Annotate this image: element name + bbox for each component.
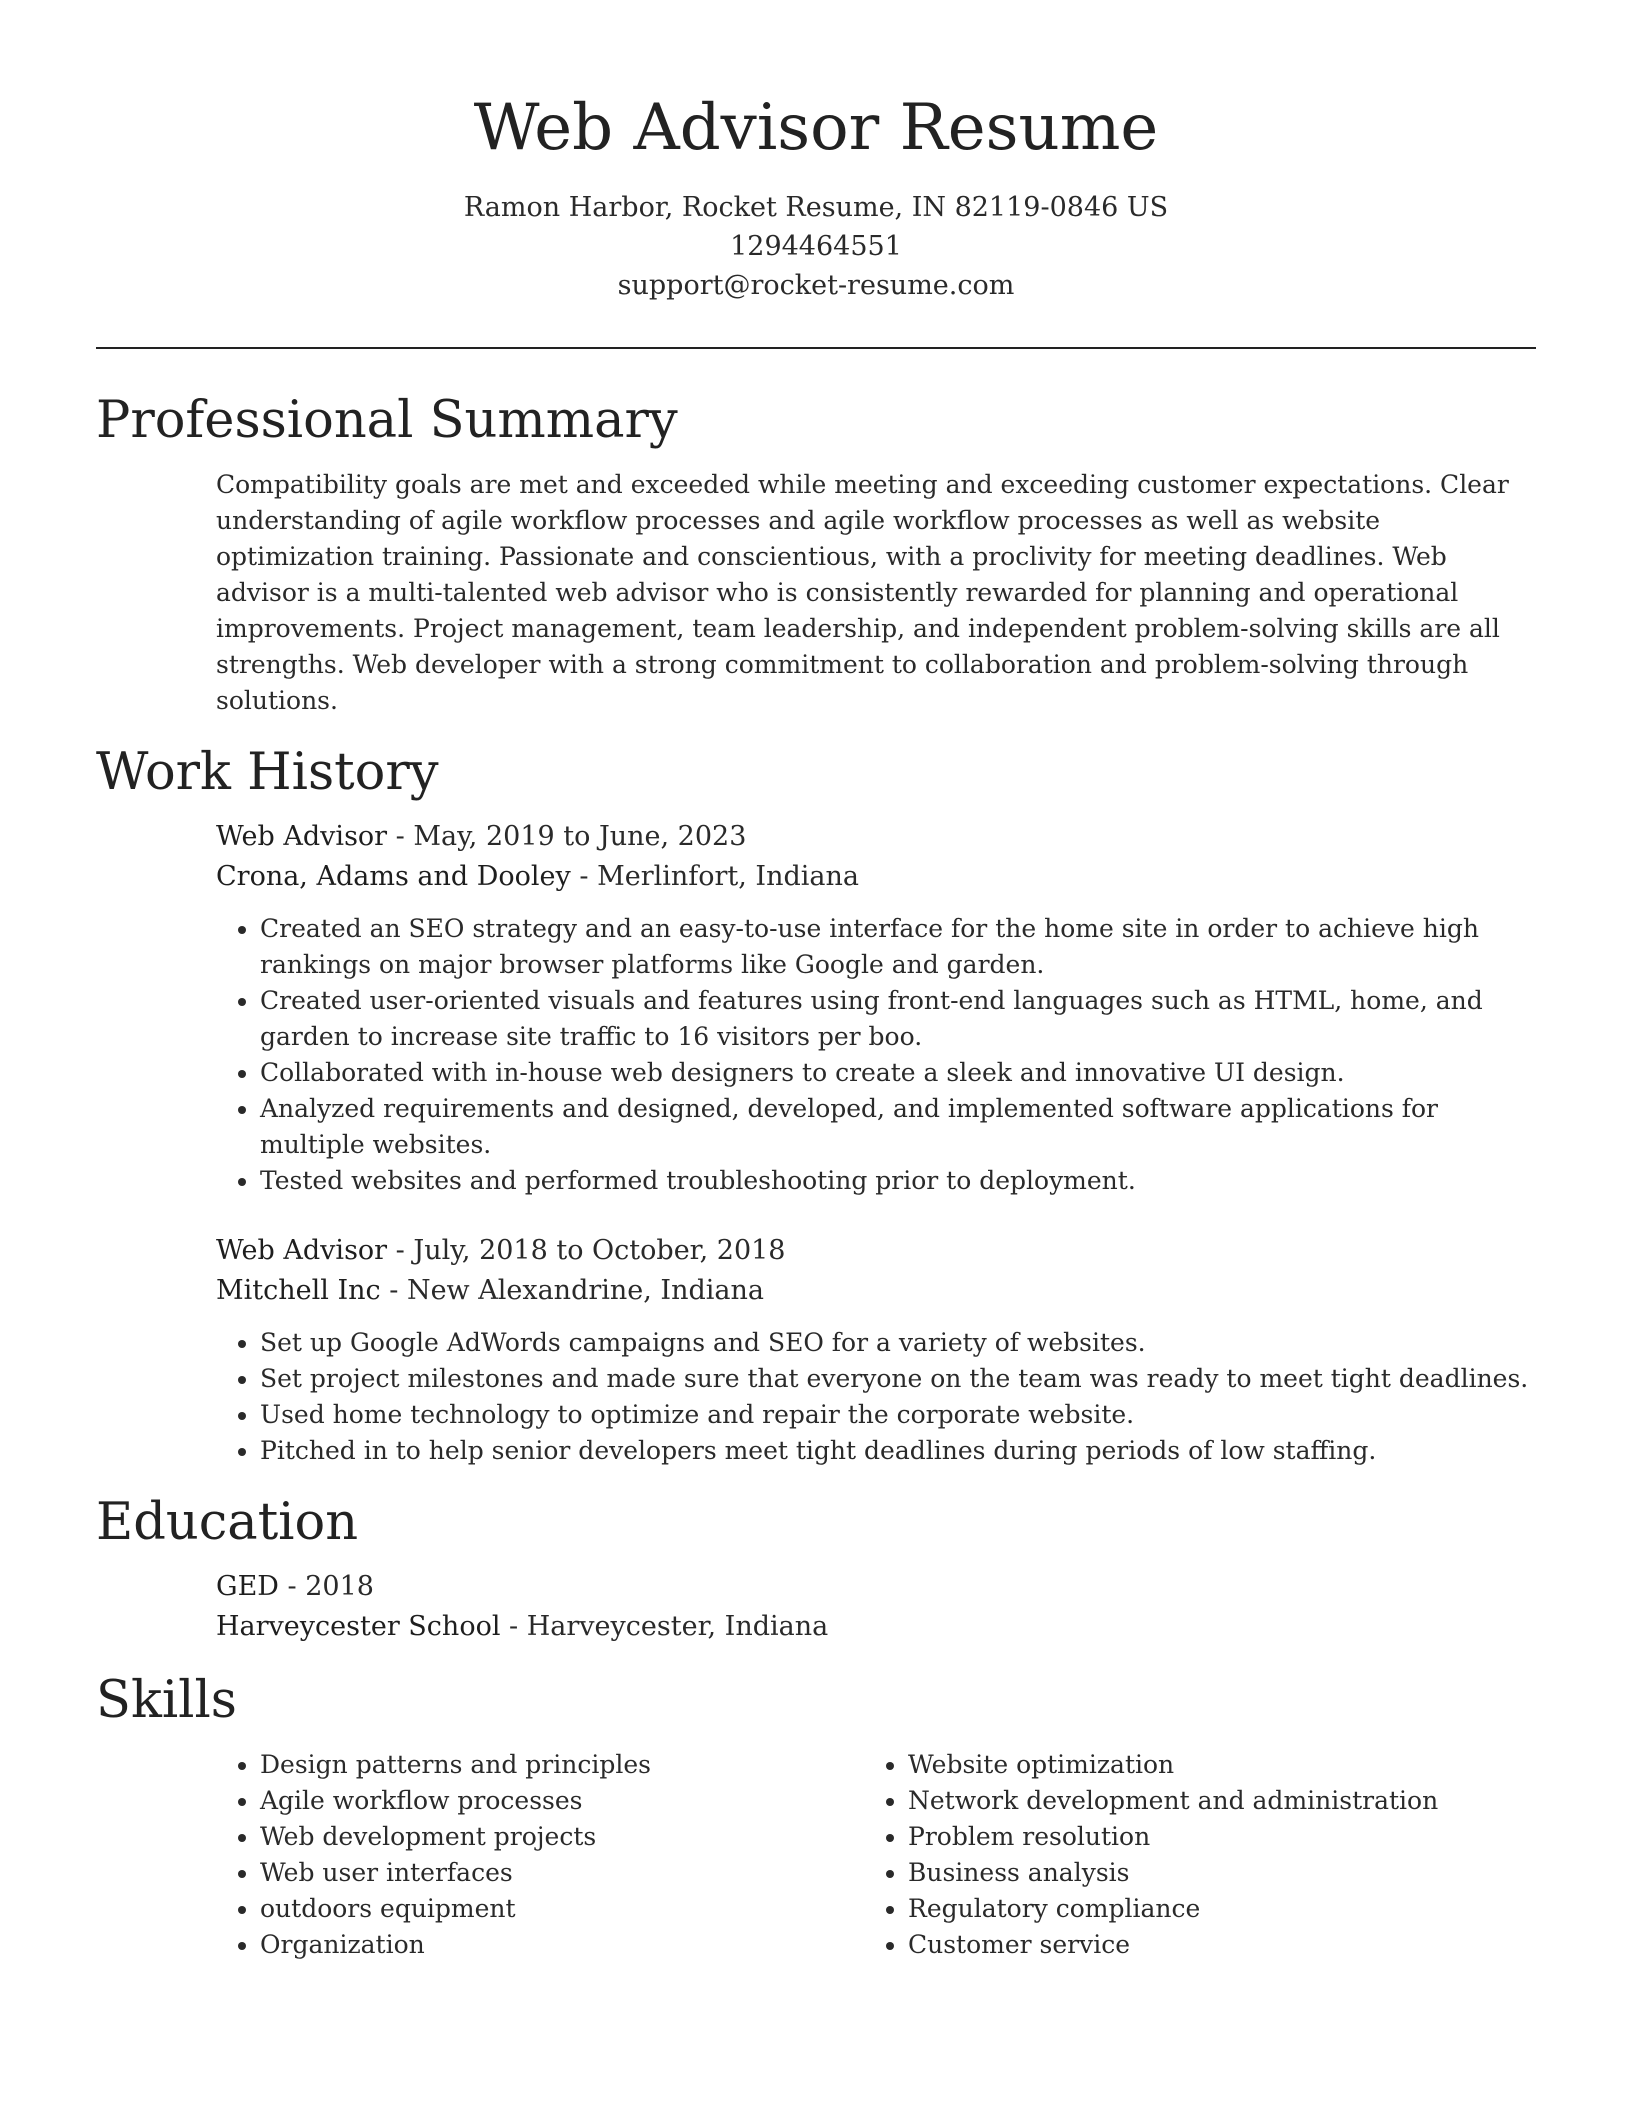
education-year: - 2018 <box>278 1571 374 1602</box>
skills-column-left <box>216 1747 864 1963</box>
list-item: • Created an SEO strategy and an easy-to-use interface for the home site in order to achieve high rankings on major browser platforms like Google and garden. <box>260 911 1536 983</box>
education-school-line <box>216 1607 1536 1647</box>
skills-list <box>216 1747 864 1963</box>
list-item: • Tested websites and performed troubleshooting prior to deployment. <box>260 1163 1536 1199</box>
job-title: Web Advisor <box>216 821 388 852</box>
summary-section <box>216 467 1536 719</box>
skills-column-right <box>864 1747 1512 1963</box>
contact-info <box>96 188 1536 305</box>
contact-address: Ramon Harbor, Rocket Resume, IN 82119-0846 US <box>463 192 1169 223</box>
list-item: • Collaborated with in-house web designers to create a sleek and innovative UI design. <box>260 1055 1536 1091</box>
skill-item: • Design patterns and principles <box>260 1747 864 1783</box>
skill-item: • Web development projects <box>260 1819 864 1855</box>
contact-email: support@rocket-resume.com <box>617 270 1015 301</box>
job-company-line <box>216 1271 1536 1311</box>
list-item: • Set project milestones and made sure that everyone on the team was ready to meet tight deadlines. <box>260 1361 1536 1397</box>
contact-phone: 1294464551 <box>730 231 902 262</box>
summary-text: Compatibility goals are met and exceeded while meeting and exceeding customer expectations. Clear understanding of agile workflow processes and agile workflow processes as well as website optimization training. Passionate and conscientious, with a proclivity for meeting deadlines. Web advisor is a multi-talented web advisor who is consistently rewarded for planning and operational improvements. Project management, team leadership, and independent problem-solving skills are all strengths. Web developer with a strong commitment to collaboration and problem-solving through solutions. <box>216 470 1509 715</box>
list-item: • Set up Google AdWords campaigns and SEO for a variety of websites. <box>260 1325 1536 1361</box>
education-heading: Education <box>96 1493 359 1552</box>
job-entry <box>216 1231 1536 1469</box>
header-divider <box>96 347 1536 349</box>
resume-page <box>96 0 1536 1963</box>
job-company: Mitchell Inc <box>216 1275 381 1306</box>
resume-title: Web Advisor Resume <box>473 91 1159 165</box>
list-item: • Pitched in to help senior developers meet tight deadlines during periods of low staffing. <box>260 1433 1536 1469</box>
job-dates: - May, 2019 to June, 2023 <box>387 821 747 852</box>
education-entry <box>216 1567 1536 1647</box>
skill-item: • outdoors equipment <box>260 1891 864 1927</box>
job-title-line <box>216 1231 1536 1271</box>
skill-item: • Web user interfaces <box>260 1855 864 1891</box>
skill-item: • Problem resolution <box>908 1819 1512 1855</box>
skills-grid <box>216 1747 1536 1963</box>
skill-item: • Customer service <box>908 1927 1512 1963</box>
resume-header <box>96 0 1536 305</box>
skill-item: • Organization <box>260 1927 864 1963</box>
skill-item: • Regulatory compliance <box>908 1891 1512 1927</box>
skill-item: • Network development and administration <box>908 1783 1512 1819</box>
job-duties-list <box>216 911 1536 1199</box>
list-item: • Analyzed requirements and designed, developed, and implemented software applications for multiple websites. <box>260 1091 1536 1163</box>
education-school: Harveycester School <box>216 1611 501 1642</box>
education-location: - Harveycester, Indiana <box>500 1611 829 1642</box>
list-item: • Created user-oriented visuals and features using front-end languages such as HTML, home, and garden to increase site traffic to 16 visitors per boo. <box>260 983 1536 1055</box>
job-duties-list <box>216 1325 1536 1469</box>
list-item: • Used home technology to optimize and repair the corporate website. <box>260 1397 1536 1433</box>
skill-item: • Website optimization <box>908 1747 1512 1783</box>
work-history-heading: Work History <box>96 743 439 802</box>
job-company: Crona, Adams and Dooley <box>216 861 571 892</box>
education-degree: GED <box>216 1571 279 1602</box>
education-degree-line <box>216 1567 1536 1607</box>
skill-item: • Business analysis <box>908 1855 1512 1891</box>
job-title: Web Advisor <box>216 1235 388 1266</box>
job-location: - Merlinfort, Indiana <box>570 861 859 892</box>
skills-list <box>864 1747 1512 1963</box>
job-title-line <box>216 817 1536 857</box>
job-entry <box>216 817 1536 1199</box>
skills-heading: Skills <box>96 1671 237 1730</box>
skill-item: • Agile workflow processes <box>260 1783 864 1819</box>
summary-heading: Professional Summary <box>96 391 678 450</box>
job-company-line <box>216 857 1536 897</box>
job-location: - New Alexandrine, Indiana <box>380 1275 764 1306</box>
job-dates: - July, 2018 to October, 2018 <box>387 1235 786 1266</box>
